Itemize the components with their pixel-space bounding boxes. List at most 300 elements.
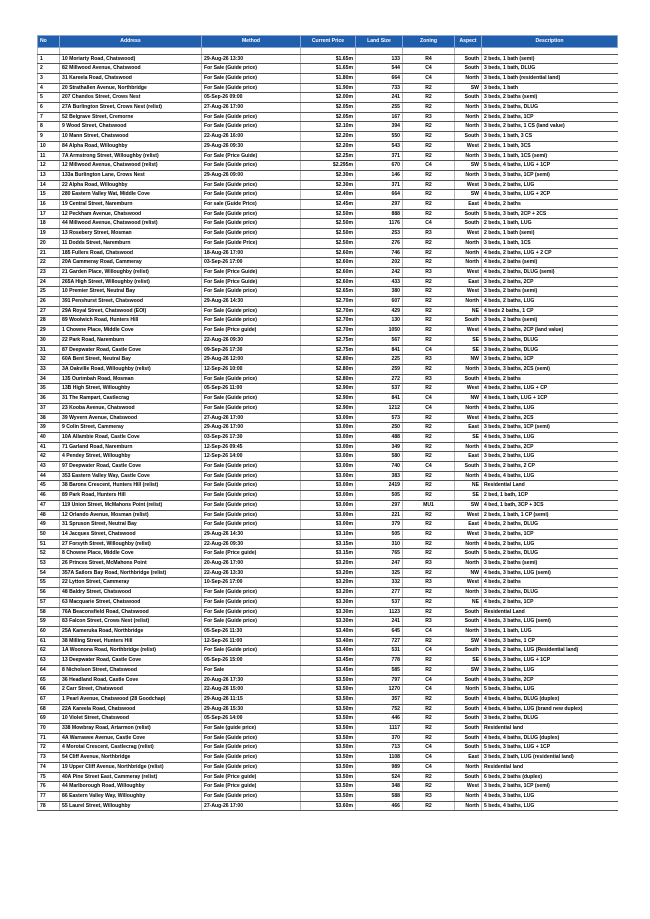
cell-no: 55 <box>38 578 60 588</box>
cell-zoning: R3 <box>403 112 455 122</box>
cell-no: 13 <box>38 170 60 180</box>
cell-aspect: South <box>455 316 482 326</box>
cell-zoning: R2 <box>403 452 455 462</box>
cell-price: $3.30m <box>301 597 356 607</box>
cell-description: 3 beds, 1 bath, 3 CS <box>482 132 618 142</box>
table-row <box>38 384 618 394</box>
cell-land-size: 1117 <box>356 724 403 734</box>
cell-aspect: North <box>455 103 482 113</box>
cell-price: $3.00m <box>301 442 356 452</box>
cell-no: 44 <box>38 471 60 481</box>
table-row <box>38 297 618 307</box>
cell-zoning: R2 <box>403 442 455 452</box>
cell-price: $3.20m <box>301 559 356 569</box>
cell-zoning: C4 <box>403 462 455 472</box>
spacer-cell <box>482 47 618 54</box>
spacer-cell <box>38 47 60 54</box>
cell-address: 36 Headland Road, Castle Cove <box>60 675 202 685</box>
cell-address: 84 Alpha Road, Willoughby <box>60 141 202 151</box>
cell-price: $3.20m <box>301 578 356 588</box>
cell-address: 22A Kareela Road, Chatswood <box>60 704 202 714</box>
table-row <box>38 219 618 229</box>
cell-method: 22-Aug-26 09:30 <box>202 539 301 549</box>
cell-price: $2.45m <box>301 200 356 210</box>
cell-no: 14 <box>38 180 60 190</box>
cell-address: 38 Barons Crescent, Hunters Hill (relist) <box>60 481 202 491</box>
cell-price: $2.05m <box>301 112 356 122</box>
cell-no: 67 <box>38 694 60 704</box>
cell-description: Residential Land <box>482 607 618 617</box>
cell-price: $2.05m <box>301 103 356 113</box>
cell-no: 5 <box>38 93 60 103</box>
cell-zoning: R2 <box>403 297 455 307</box>
cell-price: $2.10m <box>301 122 356 132</box>
cell-method: For Sale (Guide price) <box>202 64 301 74</box>
cell-description: 4 beds, 2 baths, DLUG (semi) <box>482 267 618 277</box>
cell-no: 74 <box>38 762 60 772</box>
cell-description: 4 beds, 3 baths, LUG (semi) <box>482 568 618 578</box>
cell-description: 3 beds, 2 baths (semi) <box>482 93 618 103</box>
cell-zoning: R2 <box>403 636 455 646</box>
cell-land-size: 537 <box>356 597 403 607</box>
table-row <box>38 733 618 743</box>
cell-price: $3.50m <box>301 685 356 695</box>
cell-description: 4 beds, 3 baths, 2CP <box>482 675 618 685</box>
cell-price: $3.00m <box>301 423 356 433</box>
cell-no: 73 <box>38 753 60 763</box>
cell-method: 29-Aug-26 14:30 <box>202 297 301 307</box>
cell-price: $3.40m <box>301 636 356 646</box>
cell-description: 2 bed, 1 bath, 1CP <box>482 491 618 501</box>
cell-aspect: South <box>455 54 482 64</box>
cell-method: For Sale (Guide price) <box>202 180 301 190</box>
cell-address: 52 Belgrave Street, Cremorne <box>60 112 202 122</box>
cell-aspect: South <box>455 64 482 74</box>
cell-land-size: 310 <box>356 539 403 549</box>
cell-description: 5 beds, 3 baths, LUG <box>482 685 618 695</box>
cell-price: $2.40m <box>301 190 356 200</box>
table-row <box>38 462 618 472</box>
cell-no: 47 <box>38 500 60 510</box>
cell-land-size: 550 <box>356 132 403 142</box>
cell-description: 4 beds, 2 baths <box>482 200 618 210</box>
cell-price: $2.50m <box>301 229 356 239</box>
cell-description: 3 beds, 2 baths (semi) <box>482 287 618 297</box>
cell-land-size: 733 <box>356 83 403 93</box>
cell-method: For Sale (Price guide) <box>202 326 301 336</box>
cell-zoning: R2 <box>403 277 455 287</box>
cell-land-size: 573 <box>356 413 403 423</box>
cell-price: $3.50m <box>301 704 356 714</box>
cell-price: $2.00m <box>301 93 356 103</box>
cell-address: 20 Strathallen Avenue, Northbridge <box>60 83 202 93</box>
table-row <box>38 335 618 345</box>
cell-description: 3 beds, 2 baths (semi) <box>482 316 618 326</box>
cell-zoning: R2 <box>403 714 455 724</box>
table-row <box>38 578 618 588</box>
cell-no: 58 <box>38 607 60 617</box>
cell-no: 31 <box>38 345 60 355</box>
cell-description: 3 beds, 2 baths, 1CP (semi) <box>482 423 618 433</box>
cell-no: 25 <box>38 287 60 297</box>
table-row <box>38 685 618 695</box>
property-table <box>37 35 618 811</box>
cell-method: 05-Sep-26 14:00 <box>202 714 301 724</box>
cell-price: $3.30m <box>301 617 356 627</box>
table-row <box>38 568 618 578</box>
cell-description: 3 beds, 2 baths, LUG <box>482 180 618 190</box>
cell-land-size: 130 <box>356 316 403 326</box>
table-row <box>38 520 618 530</box>
cell-land-size: 297 <box>356 200 403 210</box>
cell-no: 61 <box>38 636 60 646</box>
cell-no: 33 <box>38 365 60 375</box>
cell-address: 12 Orlando Avenue, Mosman (relist) <box>60 510 202 520</box>
cell-land-size: 727 <box>356 636 403 646</box>
cell-zoning: C4 <box>403 161 455 171</box>
cell-description: 5 beds, 4 baths, LUG <box>482 801 618 811</box>
cell-method: For Sale (Guide price) <box>202 607 301 617</box>
cell-zoning: R3 <box>403 559 455 569</box>
cell-land-size: 357 <box>356 694 403 704</box>
cell-zoning: R2 <box>403 510 455 520</box>
cell-no: 11 <box>38 151 60 161</box>
table-row <box>38 694 618 704</box>
cell-address: 2 Carr Street, Chatswood <box>60 685 202 695</box>
cell-zoning: R2 <box>403 132 455 142</box>
table-row <box>38 549 618 559</box>
cell-description: 4 beds, 2 baths <box>482 374 618 384</box>
cell-price: $3.15m <box>301 549 356 559</box>
cell-aspect: West <box>455 141 482 151</box>
cell-no: 51 <box>38 539 60 549</box>
cell-method: 05-Sep-26 15:00 <box>202 656 301 666</box>
table-row <box>38 365 618 375</box>
cell-description: 4 beds, 4 baths, DLUG (duplex) <box>482 694 618 704</box>
cell-no: 37 <box>38 403 60 413</box>
table-row <box>38 180 618 190</box>
cell-description: 5 beds, 3 bath, 2CP + 2CS <box>482 209 618 219</box>
cell-no: 24 <box>38 277 60 287</box>
table-row <box>38 753 618 763</box>
table-row <box>38 714 618 724</box>
table-row <box>38 54 618 64</box>
cell-price: $2.25m <box>301 151 356 161</box>
cell-address: 10 Premier Street, Neutral Bay <box>60 287 202 297</box>
cell-price: $2.65m <box>301 287 356 297</box>
cell-aspect: East <box>455 452 482 462</box>
cell-land-size: 740 <box>356 462 403 472</box>
cell-price: $3.00m <box>301 500 356 510</box>
cell-address: 38 Milling Street, Hunters Hill <box>60 636 202 646</box>
cell-aspect: North <box>455 559 482 569</box>
cell-method: 29-Aug-26 15:30 <box>202 704 301 714</box>
cell-description: 6 beds, 2 baths (duplex) <box>482 772 618 782</box>
cell-method: For Sale (Guide Price) <box>202 238 301 248</box>
cell-no: 50 <box>38 529 60 539</box>
cell-price: $1.90m <box>301 83 356 93</box>
cell-aspect: North <box>455 248 482 258</box>
cell-address: 8 Chowne Place, Middle Cove <box>60 549 202 559</box>
cell-no: 29 <box>38 326 60 336</box>
cell-zoning: C4 <box>403 345 455 355</box>
cell-zoning: R2 <box>403 258 455 268</box>
cell-price: $2.75m <box>301 345 356 355</box>
cell-land-size: 841 <box>356 394 403 404</box>
cell-aspect: SE <box>455 345 482 355</box>
cell-method: For Sale (Guide price) <box>202 491 301 501</box>
cell-method: For Sale (Guide price) <box>202 122 301 132</box>
table-row <box>38 151 618 161</box>
table-row <box>38 326 618 336</box>
cell-land-size: 394 <box>356 122 403 132</box>
cell-no: 4 <box>38 83 60 93</box>
cell-land-size: 167 <box>356 112 403 122</box>
cell-no: 41 <box>38 442 60 452</box>
cell-price: $2.75m <box>301 335 356 345</box>
cell-address: 44 Marlborough Road, Willoughby <box>60 782 202 792</box>
table-row <box>38 374 618 384</box>
cell-land-size: 379 <box>356 520 403 530</box>
cell-price: $3.00m <box>301 413 356 423</box>
cell-no: 65 <box>38 675 60 685</box>
cell-zoning: R2 <box>403 248 455 258</box>
spacer-cell <box>60 47 202 54</box>
cell-method: For Sale (Guide price) <box>202 161 301 171</box>
cell-method: 29-Aug-26 11:15 <box>202 694 301 704</box>
cell-zoning: R2 <box>403 782 455 792</box>
cell-description: 4 beds, 2 baths <box>482 578 618 588</box>
cell-land-size: 1212 <box>356 403 403 413</box>
cell-method: For Sale (Guide price) <box>202 588 301 598</box>
cell-price: $3.40m <box>301 646 356 656</box>
cell-zoning: R2 <box>403 656 455 666</box>
cell-description: 4 beds, 3 baths, LUG + 2CP <box>482 190 618 200</box>
cell-aspect: North <box>455 112 482 122</box>
table-row <box>38 646 618 656</box>
cell-description: 3 beds, 2 baths, LUG (Residential land) <box>482 646 618 656</box>
cell-aspect: South <box>455 724 482 734</box>
cell-no: 18 <box>38 219 60 229</box>
cell-address: 353 Eastern Valley Way, Castle Cove <box>60 471 202 481</box>
cell-land-size: 247 <box>356 559 403 569</box>
cell-zoning: R2 <box>403 733 455 743</box>
cell-aspect: East <box>455 520 482 530</box>
table-row <box>38 772 618 782</box>
cell-description: 3 beds, 3 baths, 1CP (semi) <box>482 170 618 180</box>
cell-aspect: North <box>455 73 482 83</box>
table-row <box>38 161 618 171</box>
cell-description: Residential land <box>482 724 618 734</box>
cell-description: 2 beds, 1 bath, 3CS <box>482 141 618 151</box>
table-row <box>38 636 618 646</box>
cell-zoning: R2 <box>403 151 455 161</box>
table-row <box>38 345 618 355</box>
cell-land-size: 371 <box>356 180 403 190</box>
header-price: Current Price <box>301 36 356 48</box>
cell-method: For Sale (Guide price) <box>202 617 301 627</box>
cell-aspect: SE <box>455 335 482 345</box>
cell-no: 20 <box>38 238 60 248</box>
cell-address: 76A Beaconsfield Road, Chatswood <box>60 607 202 617</box>
cell-land-size: 1050 <box>356 326 403 336</box>
table-row <box>38 93 618 103</box>
cell-description: 4 beds, 2 baths, LUG + CP <box>482 384 618 394</box>
cell-description: 3 beds, 2 baths, 1 CS (land value) <box>482 122 618 132</box>
cell-land-size: 752 <box>356 704 403 714</box>
cell-description: 3 beds, 2 baths, DLUG <box>482 103 618 113</box>
cell-no: 62 <box>38 646 60 656</box>
cell-aspect: East <box>455 200 482 210</box>
cell-land-size: 537 <box>356 384 403 394</box>
cell-description: 3 beds, 1 bath, LUG <box>482 626 618 636</box>
cell-no: 6 <box>38 103 60 113</box>
cell-description: 3 beds, 2 baths, LUG <box>482 665 618 675</box>
header-row <box>38 36 618 48</box>
spacer-cell <box>403 47 455 54</box>
cell-price: $3.00m <box>301 432 356 442</box>
cell-description: 4 beds, 2 baths, 2CS <box>482 413 618 423</box>
cell-zoning: R2 <box>403 122 455 132</box>
cell-zoning: C4 <box>403 675 455 685</box>
cell-zoning: R2 <box>403 597 455 607</box>
cell-method: For Sale (Guide price) <box>202 500 301 510</box>
cell-zoning: C4 <box>403 626 455 636</box>
cell-method: 12-Sep-26 10:00 <box>202 365 301 375</box>
cell-no: 19 <box>38 229 60 239</box>
table-row <box>38 782 618 792</box>
cell-no: 8 <box>38 122 60 132</box>
cell-address: 4 Morotai Crescent, Castlecrag (relist) <box>60 743 202 753</box>
cell-no: 22 <box>38 258 60 268</box>
table-row <box>38 500 618 510</box>
cell-address: 10 Violet Street, Chatswood <box>60 714 202 724</box>
cell-zoning: R2 <box>403 801 455 811</box>
table-row <box>38 529 618 539</box>
cell-method: 22-Aug-26 16:00 <box>202 132 301 142</box>
header-address: Address <box>60 36 202 48</box>
cell-method: 29-Aug-26 17:00 <box>202 423 301 433</box>
cell-description: 4 beds, 2 baths, LUG <box>482 539 618 549</box>
cell-method: For Sale (Guide price) <box>202 316 301 326</box>
cell-aspect: South <box>455 549 482 559</box>
cell-method: For Sale (Guide price) <box>202 510 301 520</box>
cell-zoning: R2 <box>403 316 455 326</box>
header-aspect: Aspect <box>455 36 482 48</box>
cell-land-size: 276 <box>356 238 403 248</box>
cell-address: 280 Eastern Valley Wat, Middle Cove <box>60 190 202 200</box>
cell-zoning: R2 <box>403 190 455 200</box>
cell-address: 27 Forsyth Street, Willoughby (relist) <box>60 539 202 549</box>
cell-aspect: West <box>455 782 482 792</box>
cell-method: For Sale (Guide price) <box>202 791 301 801</box>
cell-address: 19 Upper Cliff Avenue, Northbridge (relist) <box>60 762 202 772</box>
cell-no: 42 <box>38 452 60 462</box>
cell-zoning: R2 <box>403 568 455 578</box>
cell-aspect: North <box>455 365 482 375</box>
cell-description: 3 beds, 1 bath, DLUG <box>482 64 618 74</box>
cell-zoning: R2 <box>403 306 455 316</box>
cell-address: 83 Falcon Street, Crows Nest (relist) <box>60 617 202 627</box>
table-row <box>38 559 618 569</box>
cell-method: For Sale (Price Guide) <box>202 267 301 277</box>
cell-price: $3.50m <box>301 762 356 772</box>
cell-zoning: R3 <box>403 355 455 365</box>
cell-address: 71 Garland Road, Naremburn <box>60 442 202 452</box>
cell-zoning: C4 <box>403 394 455 404</box>
cell-land-size: 531 <box>356 646 403 656</box>
cell-method: 12-Sep-26 14:00 <box>202 452 301 462</box>
cell-method: 05-Sep-26 09:00 <box>202 93 301 103</box>
cell-aspect: East <box>455 753 482 763</box>
cell-method: For Sale (Guide price) <box>202 753 301 763</box>
cell-description: 4 beds, 2 baths, 2CP <box>482 442 618 452</box>
cell-aspect: NW <box>455 355 482 365</box>
cell-address: 1 Pearl Avenue, Chatswood (28 Goodchap) <box>60 694 202 704</box>
cell-zoning: R2 <box>403 93 455 103</box>
cell-address: 48 Baldry Street, Chatswood <box>60 588 202 598</box>
cell-description: 3 beds, 2 baths, DLUG <box>482 588 618 598</box>
cell-price: $3.50m <box>301 743 356 753</box>
cell-zoning: R2 <box>403 83 455 93</box>
cell-description: 4 beds, 4 baths, LUG (brand new duplex) <box>482 704 618 714</box>
cell-address: 89 Woolwich Road, Hunters Hill <box>60 316 202 326</box>
cell-zoning: R2 <box>403 384 455 394</box>
cell-description: 2 beds, 1 bath, 1 CP (semi) <box>482 510 618 520</box>
cell-aspect: NE <box>455 481 482 491</box>
cell-aspect: North <box>455 471 482 481</box>
cell-price: $1.80m <box>301 73 356 83</box>
cell-aspect: North <box>455 791 482 801</box>
cell-zoning: R2 <box>403 539 455 549</box>
cell-no: 70 <box>38 724 60 734</box>
cell-land-size: 888 <box>356 209 403 219</box>
cell-zoning: R2 <box>403 180 455 190</box>
cell-no: 68 <box>38 704 60 714</box>
table-row <box>38 413 618 423</box>
spacer-cell <box>455 47 482 54</box>
cell-land-size: 202 <box>356 258 403 268</box>
cell-land-size: 1176 <box>356 219 403 229</box>
cell-method: For Sale (Guide price) <box>202 520 301 530</box>
cell-price: $3.45m <box>301 656 356 666</box>
cell-description: 4 beds, 2 baths, 1CP <box>482 597 618 607</box>
cell-no: 63 <box>38 656 60 666</box>
cell-price: $2.80m <box>301 374 356 384</box>
cell-land-size: 277 <box>356 588 403 598</box>
cell-price: $3.00m <box>301 452 356 462</box>
table-row <box>38 141 618 151</box>
cell-price: $3.00m <box>301 510 356 520</box>
cell-address: 13B High Street, Willoughby <box>60 384 202 394</box>
cell-zoning: C4 <box>403 685 455 695</box>
cell-description: 3 beds, 2 bath, LUG (residential land) <box>482 753 618 763</box>
cell-land-size: 146 <box>356 170 403 180</box>
cell-price: $3.10m <box>301 529 356 539</box>
cell-method: 27-Aug-26 17:00 <box>202 801 301 811</box>
cell-zoning: MU1 <box>403 500 455 510</box>
cell-description: 4 beds, 1 bath, LUG + 1CP <box>482 394 618 404</box>
cell-method: 03-Sep-26 17:00 <box>202 258 301 268</box>
cell-description: Residential Land <box>482 481 618 491</box>
cell-aspect: North <box>455 762 482 772</box>
cell-method: 29-Aug-26 14:30 <box>202 529 301 539</box>
table-row <box>38 432 618 442</box>
cell-aspect: SE <box>455 656 482 666</box>
cell-address: 27A Burlington Street, Crows Nest (relist) <box>60 103 202 113</box>
cell-description: 3 beds, 2 baths, 1CP (semi) <box>482 782 618 792</box>
cell-aspect: West <box>455 180 482 190</box>
